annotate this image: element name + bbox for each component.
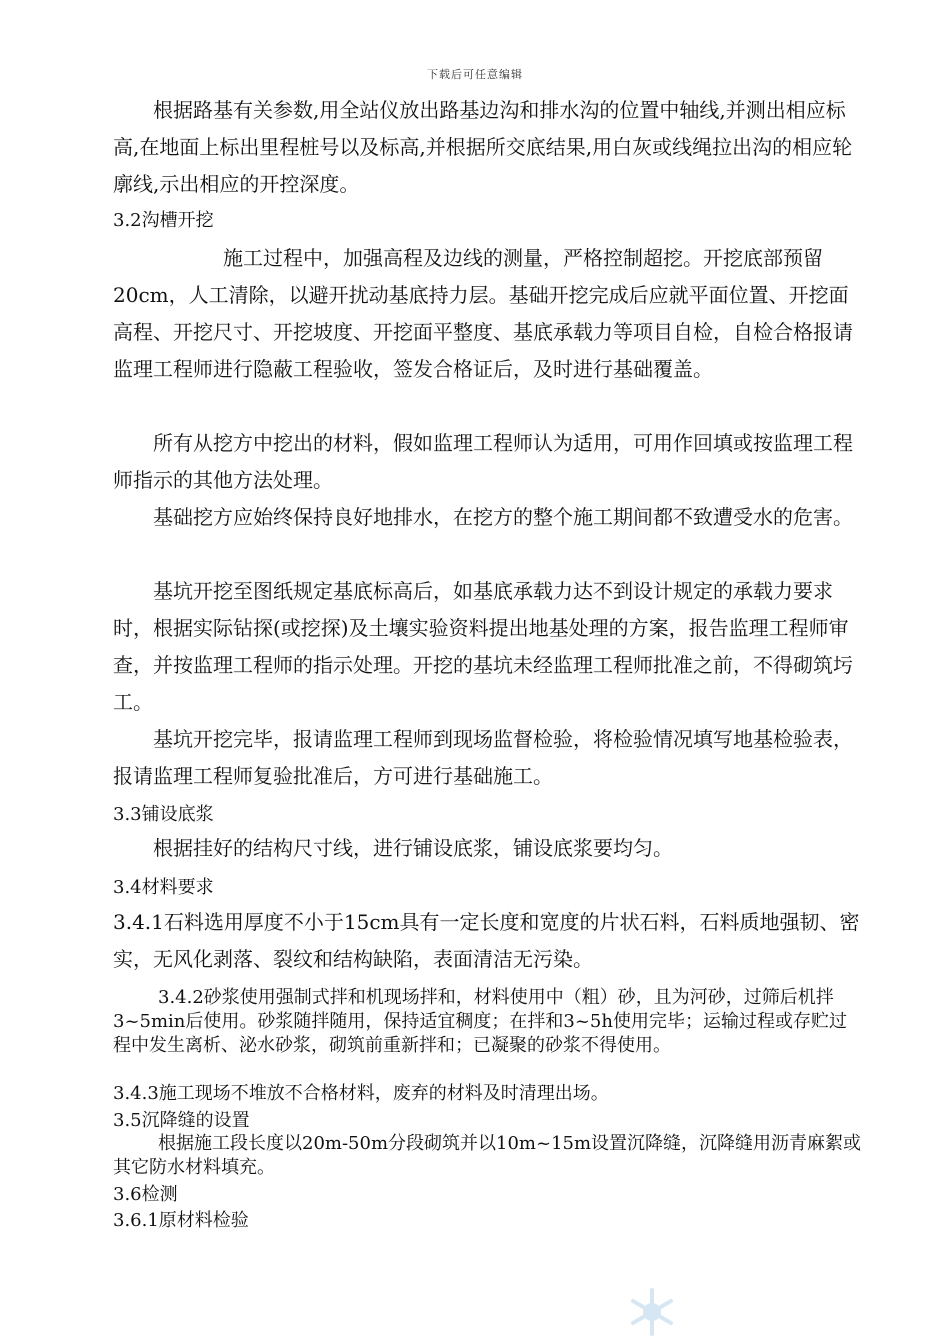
paragraph-drainage: 基础挖方应始终保持良好地排水，在挖方的整个施工期间都不致遭受水的危害。 — [153, 505, 853, 529]
paragraph-mortar: 3.4.2砂浆使用强制式拌和机现场拌和，材料使用中（粗）砂，且为河砂，过筛后机拌3~5min后使用。砂浆随拌随用，保持适宜稠度；在拌和3~5h使用完毕；运输过程或存贮过程中发生离析、泌水砂浆，砌筑前重新拌和；已凝聚的砂浆不得使用。 — [113, 987, 847, 1056]
paragraph-settlement: 根据施工段长度以20m-50m分段砌筑并以10m~15m设置沉降缝，沉降缝用沥青麻絮或其它防水材料填充。 — [113, 1133, 862, 1178]
heading-3-6-1: 3.6.1原材料检验 — [113, 1210, 249, 1231]
paragraph-foundation: 基坑开挖至图纸规定基底标高后，如基底承载力达不到设计规定的承载力要求时，根据实际钻探(或挖探)及土壤实验资料提出地基处理的方案，报告监理工程师审查，并按监理工程师的指示处理。开挖的基坑未经监理工程师批准之前，不得砌筑圬工。 — [113, 579, 853, 714]
heading-3-3: 3.3铺设底浆 — [113, 804, 214, 825]
paragraph-mortar-bed: 根据挂好的结构尺寸线，进行铺设底浆，铺设底浆要均匀。 — [153, 836, 673, 860]
heading-3-5: 3.5沉降缝的设置 — [113, 1110, 250, 1131]
page-header: 下载后可任意编辑 — [427, 68, 523, 81]
paragraph-survey: 根据路基有关参数,用全站仪放出路基边沟和排水沟的位置中轴线,并测出相应标高,在地面上标出里程桩号以及标高,并根据所交底结果,用白灰或线绳拉出沟的相应轮廓线,示出相应的开控深度。 — [113, 98, 853, 196]
heading-3-2: 3.2沟槽开挖 — [113, 210, 214, 231]
snowflake-watermark-icon — [622, 1282, 682, 1342]
paragraph-stone: 3.4.1石料选用厚度不小于15cm具有一定长度和宽度的片状石料，石料质地强韧、密实，无风化剥落、裂纹和结构缺陷，表面清洁无污染。 — [113, 910, 860, 971]
paragraph-materials-use: 所有从挖方中挖出的材料，假如监理工程师认为适用，可用作回填或按监理工程师指示的其他方法处理。 — [113, 431, 853, 492]
heading-3-4: 3.4材料要求 — [113, 877, 214, 898]
paragraph-site: 3.4.3施工现场不堆放不合格材料，废弃的材料及时清理出场。 — [113, 1083, 609, 1104]
paragraph-inspection: 基坑开挖完毕，报请监理工程师到现场监督检验，将检验情况填写地基检验表，报请监理工程师复验批准后，方可进行基础施工。 — [113, 727, 853, 788]
paragraph-trench: 施工过程中，加强高程及边线的测量，严格控制超挖。开挖底部预留20cm，人工清除，以避开扰动基底持力层。基础开挖完成后应就平面位置、开挖面高程、开挖尺寸、开挖坡度、开挖面平整度、基底承载力等项目自检，自检合格报请监理工程师进行隐蔽工程验收，签发合格证后，及时进行基础覆盖。 — [113, 246, 853, 381]
heading-3-6: 3.6检测 — [113, 1184, 178, 1205]
